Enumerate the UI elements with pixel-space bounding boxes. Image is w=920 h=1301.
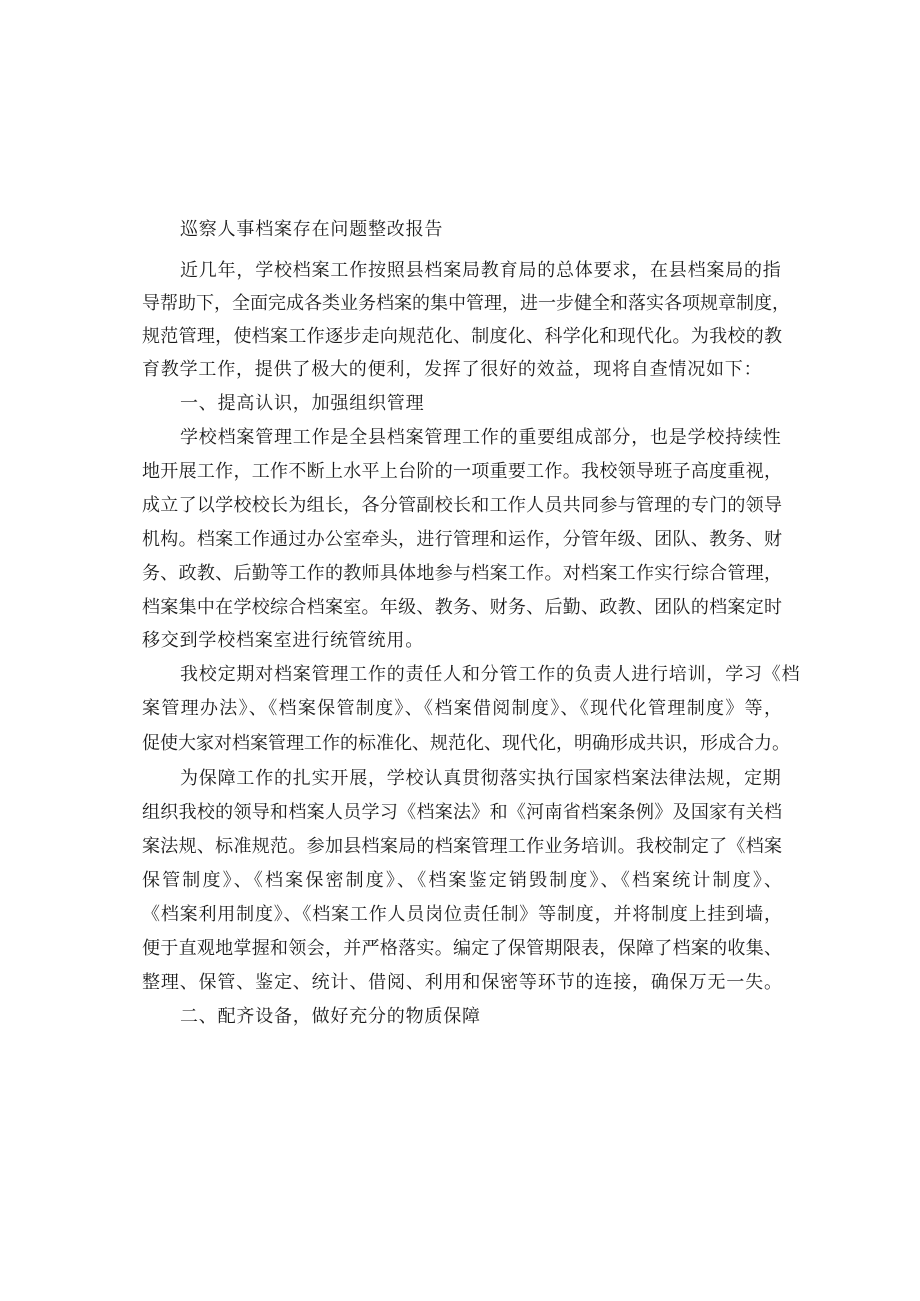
paragraph-line: 案法规、标准规范。参加县档案局的档案管理工作业务培训。我校制定了《档案 [142, 836, 782, 857]
paragraph-line: 地开展工作，工作不断上水平上台阶的一项重要工作。我校领导班子高度重视， [142, 461, 782, 482]
paragraph-line: 学校档案管理工作是全县档案管理工作的重要组成部分，也是学校持续性 [180, 427, 782, 448]
document-title: 巡察人事档案存在问题整改报告 [180, 219, 444, 240]
paragraph-line: 近几年，学校档案工作按照县档案局教育局的总体要求，在县档案局的指 [180, 260, 782, 281]
paragraph-line: 为保障工作的扎实开展，学校认真贯彻落实执行国家档案法律法规，定期 [180, 768, 782, 789]
paragraph-line: 案管理办法》、《档案保管制度》、《档案借阅制度》、《现代化管理制度》等， [142, 698, 782, 719]
section-heading: 二、配齐设备，做好充分的物质保障 [180, 1006, 481, 1027]
paragraph-line: 导帮助下，全面完成各类业务档案的集中管理，进一步健全和落实各项规章制度， [142, 293, 790, 314]
paragraph-line: 移交到学校档案室进行统管统用。 [142, 630, 424, 651]
paragraph-line: 务、政教、后勤等工作的教师具体地参与档案工作。对档案工作实行综合管理， [142, 563, 782, 584]
paragraph-line: 我校定期对档案管理工作的责任人和分管工作的负责人进行培训，学习《档 [180, 664, 801, 685]
paragraph-line: 育教学工作，提供了极大的便利，发挥了很好的效益，现将自查情况如下： [142, 359, 763, 380]
paragraph-line: 组织我校的领导和档案人员学习《档案法》和《河南省档案条例》及国家有关档 [142, 802, 782, 823]
paragraph-line: 机构。档案工作通过办公室牵头，进行管理和运作，分管年级、团队、教务、财 [142, 529, 782, 550]
paragraph-line: 《档案利用制度》、《档案工作人员岗位责任制》等制度，并将制度上挂到墙， [142, 904, 782, 925]
paragraph-line: 档案集中在学校综合档案室。年级、教务、财务、后勤、政教、团队的档案定时 [142, 597, 782, 618]
paragraph-line: 规范管理，使档案工作逐步走向规范化、制度化、科学化和现代化。为我校的教 [142, 326, 782, 347]
section-heading: 一、提高认识，加强组织管理 [180, 393, 425, 414]
paragraph-line: 促使大家对档案管理工作的标准化、规范化、现代化，明确形成共识，形成合力。 [142, 733, 790, 754]
paragraph-line: 整理、保管、鉴定、统计、借阅、利用和保密等环节的连接，确保万无一失。 [142, 972, 782, 993]
paragraph-line: 便于直观地掌握和领会，并严格落实。编定了保管期限表，保障了档案的收集、 [142, 938, 782, 959]
paragraph-line: 保管制度》、《档案保密制度》、《档案鉴定销毁制度》、《档案统计制度》、 [142, 870, 782, 891]
paragraph-line: 成立了以学校校长为组长，各分管副校长和工作人员共同参与管理的专门的领导 [142, 495, 782, 516]
